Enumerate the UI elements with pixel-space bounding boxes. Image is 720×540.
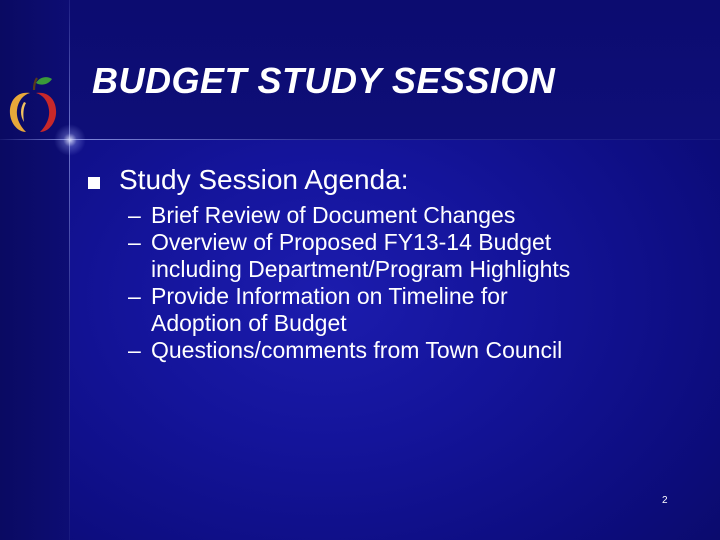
- slide-body: [88, 160, 698, 364]
- dash-bullet: –: [128, 337, 141, 363]
- list-item: [128, 283, 698, 337]
- list-item-text: Overview of Proposed FY13-14 Budget including Department/Program Highlights: [151, 229, 571, 282]
- list-item: [128, 202, 698, 229]
- vertical-divider: [69, 0, 70, 540]
- list-item-text: Questions/comments from Town Council: [151, 337, 563, 363]
- page-number: 2: [662, 495, 668, 506]
- horizontal-divider: [0, 139, 720, 140]
- list-item-text: Brief Review of Document Changes: [151, 202, 516, 228]
- dash-bullet: –: [128, 202, 141, 228]
- list-item-text: Provide Information on Timeline for Adoption of Budget: [151, 283, 508, 336]
- list-item: [128, 337, 698, 364]
- agenda-heading: Study Session Agenda:: [119, 164, 409, 195]
- apple-logo-icon: [6, 74, 60, 136]
- agenda-list: [128, 202, 698, 364]
- agenda-bullet: [88, 160, 698, 200]
- square-bullet-icon: [88, 177, 100, 189]
- slide-title: BUDGET STUDY SESSION: [92, 60, 556, 101]
- dash-bullet: –: [128, 283, 141, 309]
- dash-bullet: –: [128, 229, 141, 255]
- list-item: [128, 229, 698, 283]
